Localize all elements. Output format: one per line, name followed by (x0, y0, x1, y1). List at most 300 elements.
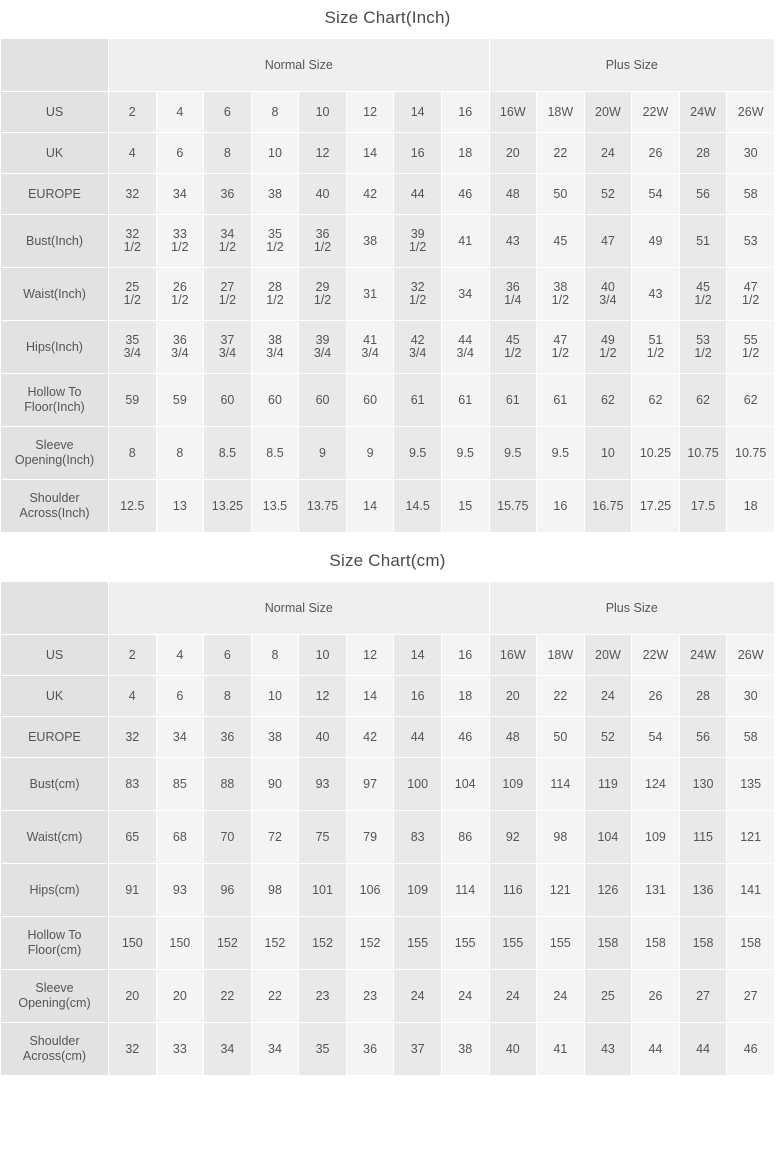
measurement-cell: 109 (489, 758, 537, 811)
measurement-cell: 27 (679, 970, 727, 1023)
table-row (1, 864, 775, 917)
measurement-cell: 114 (441, 864, 489, 917)
group-header-cell: Normal Size (109, 39, 490, 92)
measurement-cell: 16 (441, 635, 489, 676)
measurement-cell: 83 (109, 758, 157, 811)
group-header-row (1, 39, 775, 92)
measurement-cell: 14 (346, 480, 394, 533)
measurement-cell: 45 1/2 (679, 268, 727, 321)
measurement-cell: 8 (251, 635, 299, 676)
measurement-cell: 58 (727, 174, 775, 215)
measurement-cell: 13.25 (204, 480, 252, 533)
measurement-cell: 17.25 (632, 480, 680, 533)
measurement-cell: 61 (537, 374, 585, 427)
measurement-cell: 8 (156, 427, 204, 480)
measurement-cell: 56 (679, 717, 727, 758)
measurement-cell: 25 1/2 (109, 268, 157, 321)
measurement-cell: 14 (346, 133, 394, 174)
measurement-cell: 24 (394, 970, 442, 1023)
measurement-cell: 14 (394, 635, 442, 676)
row-label-cell: Hips(cm) (1, 864, 109, 917)
measurement-cell: 38 3/4 (251, 321, 299, 374)
measurement-cell: 93 (156, 864, 204, 917)
row-label-cell: Bust(cm) (1, 758, 109, 811)
measurement-cell: 150 (109, 917, 157, 970)
measurement-cell: 106 (346, 864, 394, 917)
measurement-cell: 26 (632, 676, 680, 717)
measurement-cell: 65 (109, 811, 157, 864)
measurement-cell: 10 (299, 92, 347, 133)
measurement-cell: 51 1/2 (632, 321, 680, 374)
measurement-cell: 45 (537, 215, 585, 268)
measurement-cell: 114 (537, 758, 585, 811)
measurement-cell: 33 (156, 1023, 204, 1076)
measurement-cell: 10 (251, 133, 299, 174)
measurement-cell: 109 (394, 864, 442, 917)
measurement-cell: 24 (584, 676, 632, 717)
measurement-cell: 12 (346, 92, 394, 133)
measurement-cell: 37 3/4 (204, 321, 252, 374)
measurement-cell: 49 1/2 (584, 321, 632, 374)
measurement-cell: 158 (727, 917, 775, 970)
measurement-cell: 35 1/2 (251, 215, 299, 268)
measurement-cell: 55 1/2 (727, 321, 775, 374)
measurement-cell: 32 1/2 (109, 215, 157, 268)
measurement-cell: 75 (299, 811, 347, 864)
measurement-cell: 60 (299, 374, 347, 427)
measurement-cell: 93 (299, 758, 347, 811)
measurement-cell: 16 (537, 480, 585, 533)
measurement-cell: 47 (584, 215, 632, 268)
table-row (1, 635, 775, 676)
measurement-cell: 22 (251, 970, 299, 1023)
measurement-cell: 158 (584, 917, 632, 970)
measurement-cell: 59 (109, 374, 157, 427)
measurement-cell: 60 (204, 374, 252, 427)
measurement-cell: 155 (441, 917, 489, 970)
measurement-cell: 10 (251, 676, 299, 717)
table-row (1, 427, 775, 480)
measurement-cell: 32 (109, 1023, 157, 1076)
measurement-cell: 38 1/2 (537, 268, 585, 321)
measurement-cell: 32 1/2 (394, 268, 442, 321)
measurement-cell: 51 (679, 215, 727, 268)
measurement-cell: 30 (727, 133, 775, 174)
measurement-cell: 20 (489, 676, 537, 717)
measurement-cell: 72 (251, 811, 299, 864)
measurement-cell: 44 (679, 1023, 727, 1076)
measurement-cell: 59 (156, 374, 204, 427)
group-header-cell: Plus Size (489, 39, 775, 92)
measurement-cell: 38 (251, 174, 299, 215)
measurement-cell: 121 (537, 864, 585, 917)
table-row (1, 133, 775, 174)
measurement-cell: 13.75 (299, 480, 347, 533)
measurement-cell: 6 (204, 92, 252, 133)
row-label-cell: Waist(Inch) (1, 268, 109, 321)
measurement-cell: 23 (299, 970, 347, 1023)
measurement-cell: 14 (394, 92, 442, 133)
measurement-cell: 4 (156, 92, 204, 133)
measurement-cell: 2 (109, 92, 157, 133)
measurement-cell: 36 (346, 1023, 394, 1076)
measurement-cell: 54 (632, 174, 680, 215)
measurement-cell: 42 (346, 174, 394, 215)
measurement-cell: 155 (537, 917, 585, 970)
row-label-cell: Shoulder Across(Inch) (1, 480, 109, 533)
measurement-cell: 45 1/2 (489, 321, 537, 374)
table-row (1, 917, 775, 970)
measurement-cell: 131 (632, 864, 680, 917)
measurement-cell: 15 (441, 480, 489, 533)
measurement-cell: 152 (204, 917, 252, 970)
group-header-cell: Plus Size (489, 582, 775, 635)
measurement-cell: 41 3/4 (346, 321, 394, 374)
measurement-cell: 100 (394, 758, 442, 811)
measurement-cell: 22W (632, 92, 680, 133)
measurement-cell: 44 (394, 717, 442, 758)
measurement-cell: 25 (584, 970, 632, 1023)
measurement-cell: 36 (204, 717, 252, 758)
measurement-cell: 26 (632, 970, 680, 1023)
measurement-cell: 26 (632, 133, 680, 174)
measurement-cell: 22 (537, 676, 585, 717)
measurement-cell: 28 (679, 133, 727, 174)
measurement-cell: 9.5 (537, 427, 585, 480)
measurement-cell: 38 (441, 1023, 489, 1076)
measurement-cell: 2 (109, 635, 157, 676)
measurement-cell: 141 (727, 864, 775, 917)
measurement-cell: 38 (346, 215, 394, 268)
measurement-cell: 61 (394, 374, 442, 427)
table-row (1, 1023, 775, 1076)
measurement-cell: 35 3/4 (109, 321, 157, 374)
row-label-cell: US (1, 92, 109, 133)
table-row (1, 215, 775, 268)
measurement-cell: 49 (632, 215, 680, 268)
measurement-cell: 37 (394, 1023, 442, 1076)
row-label-cell: Shoulder Across(cm) (1, 1023, 109, 1076)
chart-title: Size Chart(cm) (0, 543, 775, 581)
measurement-cell: 20W (584, 92, 632, 133)
row-label-cell: Hollow To Floor(cm) (1, 917, 109, 970)
row-label-cell: Bust(Inch) (1, 215, 109, 268)
measurement-cell: 58 (727, 717, 775, 758)
measurement-cell: 16 (394, 133, 442, 174)
measurement-cell: 130 (679, 758, 727, 811)
measurement-cell: 10.25 (632, 427, 680, 480)
measurement-cell: 32 (109, 717, 157, 758)
measurement-cell: 88 (204, 758, 252, 811)
measurement-cell: 14.5 (394, 480, 442, 533)
measurement-cell: 152 (299, 917, 347, 970)
measurement-cell: 47 1/2 (727, 268, 775, 321)
measurement-cell: 92 (489, 811, 537, 864)
measurement-cell: 4 (156, 635, 204, 676)
measurement-cell: 97 (346, 758, 394, 811)
measurement-cell: 47 1/2 (537, 321, 585, 374)
row-label-cell: UK (1, 133, 109, 174)
measurement-cell: 79 (346, 811, 394, 864)
measurement-cell: 61 (489, 374, 537, 427)
group-header-cell: Normal Size (109, 582, 490, 635)
measurement-cell: 158 (679, 917, 727, 970)
measurement-cell: 18 (727, 480, 775, 533)
table-row (1, 970, 775, 1023)
measurement-cell: 6 (204, 635, 252, 676)
measurement-cell: 126 (584, 864, 632, 917)
measurement-cell: 46 (727, 1023, 775, 1076)
measurement-cell: 44 (394, 174, 442, 215)
table-row (1, 374, 775, 427)
measurement-cell: 29 1/2 (299, 268, 347, 321)
measurement-cell: 52 (584, 717, 632, 758)
measurement-cell: 50 (537, 174, 585, 215)
measurement-cell: 15.75 (489, 480, 537, 533)
measurement-cell: 40 (489, 1023, 537, 1076)
table-row (1, 174, 775, 215)
measurement-cell: 30 (727, 676, 775, 717)
measurement-cell: 116 (489, 864, 537, 917)
measurement-cell: 24 (537, 970, 585, 1023)
measurement-cell: 62 (727, 374, 775, 427)
measurement-cell: 31 (346, 268, 394, 321)
measurement-cell: 61 (441, 374, 489, 427)
table-corner-cell (1, 582, 109, 635)
measurement-cell: 96 (204, 864, 252, 917)
measurement-cell: 70 (204, 811, 252, 864)
row-label-cell: Hips(Inch) (1, 321, 109, 374)
measurement-cell: 36 1/2 (299, 215, 347, 268)
measurement-cell: 20 (109, 970, 157, 1023)
measurement-cell: 135 (727, 758, 775, 811)
measurement-cell: 12.5 (109, 480, 157, 533)
measurement-cell: 6 (156, 676, 204, 717)
measurement-cell: 10 (299, 635, 347, 676)
measurement-cell: 22 (537, 133, 585, 174)
measurement-cell: 27 (727, 970, 775, 1023)
measurement-cell: 34 (204, 1023, 252, 1076)
measurement-cell: 18 (441, 133, 489, 174)
measurement-cell: 101 (299, 864, 347, 917)
measurement-cell: 119 (584, 758, 632, 811)
size-chart-table (0, 38, 775, 533)
measurement-cell: 9 (299, 427, 347, 480)
measurement-cell: 4 (109, 676, 157, 717)
measurement-cell: 60 (251, 374, 299, 427)
measurement-cell: 44 3/4 (441, 321, 489, 374)
measurement-cell: 28 1/2 (251, 268, 299, 321)
measurement-cell: 85 (156, 758, 204, 811)
measurement-cell: 136 (679, 864, 727, 917)
measurement-cell: 34 1/2 (204, 215, 252, 268)
measurement-cell: 158 (632, 917, 680, 970)
measurement-cell: 44 (632, 1023, 680, 1076)
measurement-cell: 24 (489, 970, 537, 1023)
measurement-cell: 16 (394, 676, 442, 717)
measurement-cell: 9.5 (489, 427, 537, 480)
measurement-cell: 152 (346, 917, 394, 970)
measurement-cell: 16W (489, 635, 537, 676)
measurement-cell: 10.75 (727, 427, 775, 480)
measurement-cell: 34 (156, 717, 204, 758)
measurement-cell: 91 (109, 864, 157, 917)
measurement-cell: 90 (251, 758, 299, 811)
measurement-cell: 41 (441, 215, 489, 268)
measurement-cell: 12 (299, 133, 347, 174)
measurement-cell: 53 (727, 215, 775, 268)
measurement-cell: 48 (489, 717, 537, 758)
measurement-cell: 24 (584, 133, 632, 174)
measurement-cell: 16W (489, 92, 537, 133)
measurement-cell: 8 (109, 427, 157, 480)
measurement-cell: 8 (204, 133, 252, 174)
measurement-cell: 35 (299, 1023, 347, 1076)
measurement-cell: 23 (346, 970, 394, 1023)
measurement-cell: 26W (727, 92, 775, 133)
row-label-cell: Sleeve Opening(cm) (1, 970, 109, 1023)
measurement-cell: 48 (489, 174, 537, 215)
table-row (1, 676, 775, 717)
table-row (1, 811, 775, 864)
measurement-cell: 18 (441, 676, 489, 717)
measurement-cell: 27 1/2 (204, 268, 252, 321)
measurement-cell: 20 (489, 133, 537, 174)
row-label-cell: Sleeve Opening(Inch) (1, 427, 109, 480)
chart-title: Size Chart(Inch) (0, 0, 775, 38)
measurement-cell: 18W (537, 635, 585, 676)
row-label-cell: UK (1, 676, 109, 717)
measurement-cell: 24W (679, 92, 727, 133)
measurement-cell: 121 (727, 811, 775, 864)
measurement-cell: 22 (204, 970, 252, 1023)
measurement-cell: 36 1/4 (489, 268, 537, 321)
measurement-cell: 36 (204, 174, 252, 215)
measurement-cell: 104 (584, 811, 632, 864)
measurement-cell: 62 (584, 374, 632, 427)
measurement-cell: 9.5 (394, 427, 442, 480)
measurement-cell: 18W (537, 92, 585, 133)
measurement-cell: 13 (156, 480, 204, 533)
measurement-cell: 16 (441, 92, 489, 133)
measurement-cell: 98 (251, 864, 299, 917)
measurement-cell: 39 3/4 (299, 321, 347, 374)
measurement-cell: 9 (346, 427, 394, 480)
table-row (1, 92, 775, 133)
measurement-cell: 26W (727, 635, 775, 676)
measurement-cell: 4 (109, 133, 157, 174)
measurement-cell: 40 (299, 174, 347, 215)
measurement-cell: 46 (441, 717, 489, 758)
measurement-cell: 86 (441, 811, 489, 864)
measurement-cell: 62 (632, 374, 680, 427)
measurement-cell: 83 (394, 811, 442, 864)
measurement-cell: 43 (632, 268, 680, 321)
section-spacer (0, 533, 775, 543)
measurement-cell: 14 (346, 676, 394, 717)
measurement-cell: 60 (346, 374, 394, 427)
measurement-cell: 20 (156, 970, 204, 1023)
row-label-cell: US (1, 635, 109, 676)
measurement-cell: 152 (251, 917, 299, 970)
measurement-cell: 8 (204, 676, 252, 717)
table-corner-cell (1, 39, 109, 92)
measurement-cell: 26 1/2 (156, 268, 204, 321)
measurement-cell: 17.5 (679, 480, 727, 533)
measurement-cell: 10 (584, 427, 632, 480)
measurement-cell: 9.5 (441, 427, 489, 480)
measurement-cell: 104 (441, 758, 489, 811)
measurement-cell: 8.5 (251, 427, 299, 480)
measurement-cell: 36 3/4 (156, 321, 204, 374)
group-header-row (1, 582, 775, 635)
measurement-cell: 34 (156, 174, 204, 215)
measurement-cell: 43 (489, 215, 537, 268)
table-row (1, 758, 775, 811)
measurement-cell: 22W (632, 635, 680, 676)
measurement-cell: 41 (537, 1023, 585, 1076)
measurement-cell: 20W (584, 635, 632, 676)
measurement-cell: 33 1/2 (156, 215, 204, 268)
measurement-cell: 24 (441, 970, 489, 1023)
measurement-cell: 150 (156, 917, 204, 970)
table-row (1, 268, 775, 321)
measurement-cell: 24W (679, 635, 727, 676)
measurement-cell: 8 (251, 92, 299, 133)
measurement-cell: 42 (346, 717, 394, 758)
measurement-cell: 52 (584, 174, 632, 215)
measurement-cell: 40 (299, 717, 347, 758)
measurement-cell: 155 (489, 917, 537, 970)
measurement-cell: 124 (632, 758, 680, 811)
measurement-cell: 39 1/2 (394, 215, 442, 268)
row-label-cell: EUROPE (1, 717, 109, 758)
measurement-cell: 46 (441, 174, 489, 215)
measurement-cell: 56 (679, 174, 727, 215)
measurement-cell: 40 3/4 (584, 268, 632, 321)
table-row (1, 321, 775, 374)
measurement-cell: 98 (537, 811, 585, 864)
row-label-cell: Waist(cm) (1, 811, 109, 864)
measurement-cell: 16.75 (584, 480, 632, 533)
table-row (1, 717, 775, 758)
measurement-cell: 115 (679, 811, 727, 864)
measurement-cell: 50 (537, 717, 585, 758)
measurement-cell: 12 (346, 635, 394, 676)
size-chart-table (0, 581, 775, 1076)
measurement-cell: 38 (251, 717, 299, 758)
measurement-cell: 32 (109, 174, 157, 215)
measurement-cell: 13.5 (251, 480, 299, 533)
measurement-cell: 54 (632, 717, 680, 758)
measurement-cell: 62 (679, 374, 727, 427)
measurement-cell: 34 (251, 1023, 299, 1076)
measurement-cell: 28 (679, 676, 727, 717)
measurement-cell: 155 (394, 917, 442, 970)
measurement-cell: 42 3/4 (394, 321, 442, 374)
table-row (1, 480, 775, 533)
row-label-cell: EUROPE (1, 174, 109, 215)
measurement-cell: 43 (584, 1023, 632, 1076)
measurement-cell: 8.5 (204, 427, 252, 480)
measurement-cell: 53 1/2 (679, 321, 727, 374)
measurement-cell: 6 (156, 133, 204, 174)
measurement-cell: 10.75 (679, 427, 727, 480)
row-label-cell: Hollow To Floor(Inch) (1, 374, 109, 427)
measurement-cell: 109 (632, 811, 680, 864)
measurement-cell: 12 (299, 676, 347, 717)
measurement-cell: 34 (441, 268, 489, 321)
